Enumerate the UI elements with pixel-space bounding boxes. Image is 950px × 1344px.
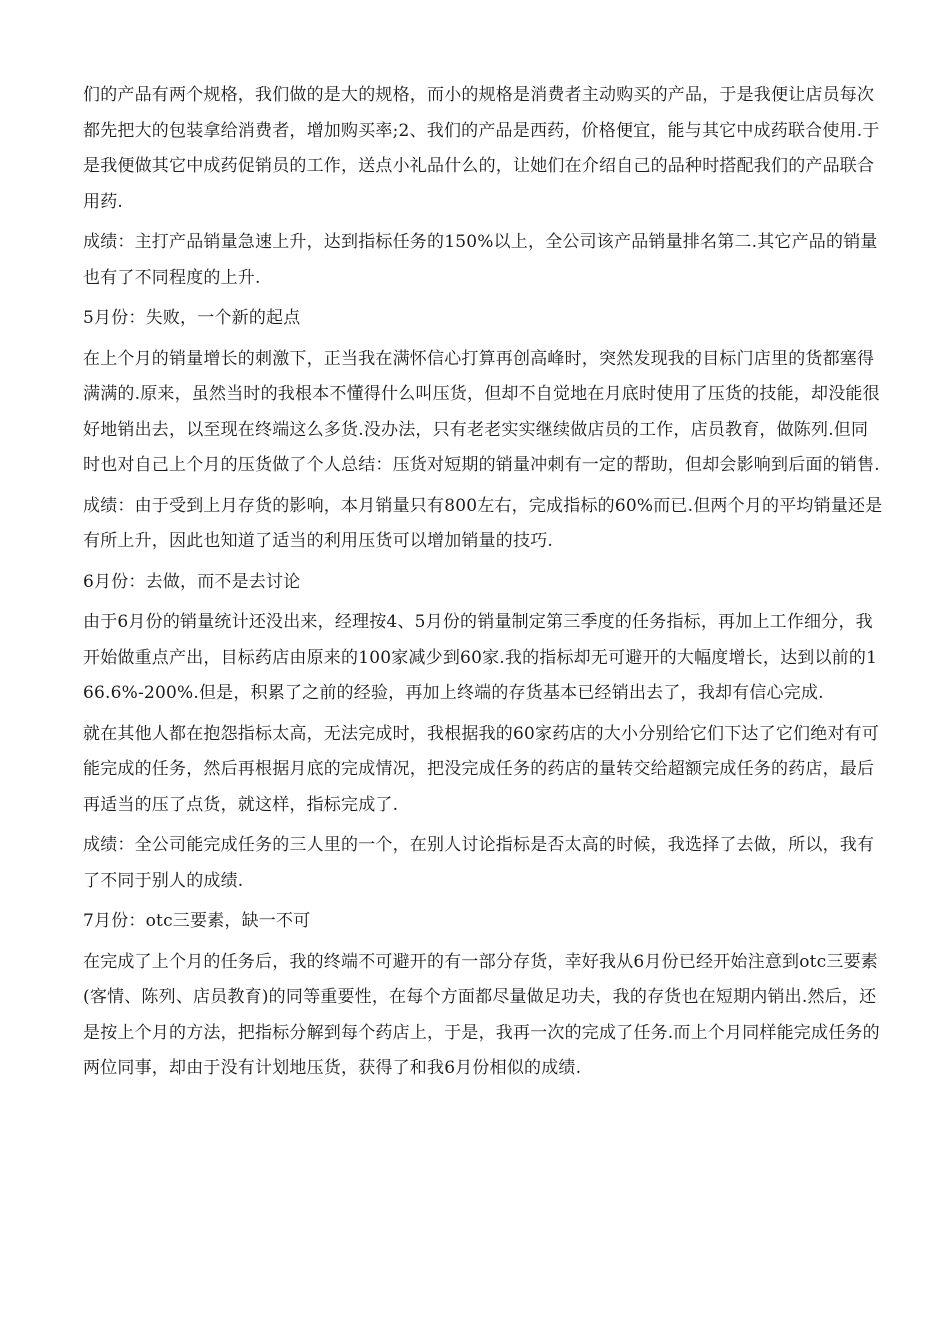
paragraph-july-body: 在完成了上个月的任务后，我的终端不可避开的有一部分存货，幸好我从6月份已经开始注意到otc三要素(客情、陈列、店员教育)的同等重要性，在每个方面都尽量做足功夫，我的存货也在短期内销出.然后，还是按上个月的方法，把指标分解到每个药店上，于是，我再一次的完成了任务.而上个月同样能完成任务的两位同事，却由于没有计划地压货，获得了和我6月份相似的成绩. [83, 951, 880, 1078]
paragraph-may-body: 在上个月的销量增长的刺激下，正当我在满怀信心打算再创高峰时，突然发现我的目标门店里的货都塞得满满的.原来，虽然当时的我根本不懂得什么叫压货，但却不自觉地在月底时使用了压货的技能，却没能很好地销出去，以至现在终端这么多货.没办法，只有老老实实继续做店员的工作，店员教育，做陈列.但同时也对自己上个月的压货做了个人总结：压货对短期的销量冲刺有一定的帮助，但却会影响到后面的销售. [83, 348, 880, 475]
paragraph-june-strategy: 就在其他人都在抱怨指标太高，无法完成时，我根据我的60家药店的大小分别给它们下达了它们绝对有可能完成的任务，然后再根据月底的完成情况，把没完成任务的药店的量转交给超额完成任务的药店，最后再适当的压了点货，就这样，指标完成了. [83, 723, 880, 815]
paragraph-june-body: 由于6月份的销量统计还没出来，经理按4、5月份的销量制定第三季度的任务指标，再加上工作细分，我开始做重点产出，目标药店由原来的100家减少到60家.我的指标却无可避开的大幅度增长，达到以前的166.6%-200%.但是，积累了之前的经验，再加上终端的存货基本已经销出去了，我却有信心完成. [83, 612, 878, 703]
paragraph-result-may: 成绩：由于受到上月存货的影响，本月销量只有800左右，完成指标的60%而已.但两个月的平均销量还是有所上升，因此也知道了适当的利用压货可以增加销量的技巧. [83, 495, 883, 551]
paragraph-result-april: 成绩：主打产品销量急速上升，达到指标任务的150%以上，全公司该产品销量排名第二.其它产品的销量也有了不同程度的上升. [83, 232, 878, 288]
heading-may: 5月份：失败，一个新的起点 [83, 308, 301, 328]
paragraph-product-specs: 们的产品有两个规格，我们做的是大的规格，而小的规格是消费者主动购买的产品，于是我便让店员每次都先把大的包装拿给消费者，增加购买率;2、我们的产品是西药，价格便宜，能与其它中成药联合使用.于是我便做其它中成药促销员的工作，送点小礼品什么的，让她们在介绍自己的品种时搭配我们的产品联合用药. [83, 85, 880, 212]
document-body [83, 78, 883, 1092]
heading-june: 6月份：去做，而不是去讨论 [83, 571, 301, 592]
paragraph-result-june: 成绩：全公司能完成任务的三人里的一个，在别人讨论指标是否太高的时候，我选择了去做，所以，我有了不同于别人的成绩. [83, 835, 875, 891]
heading-july: 7月份：otc三要素，缺一不可 [83, 911, 311, 931]
